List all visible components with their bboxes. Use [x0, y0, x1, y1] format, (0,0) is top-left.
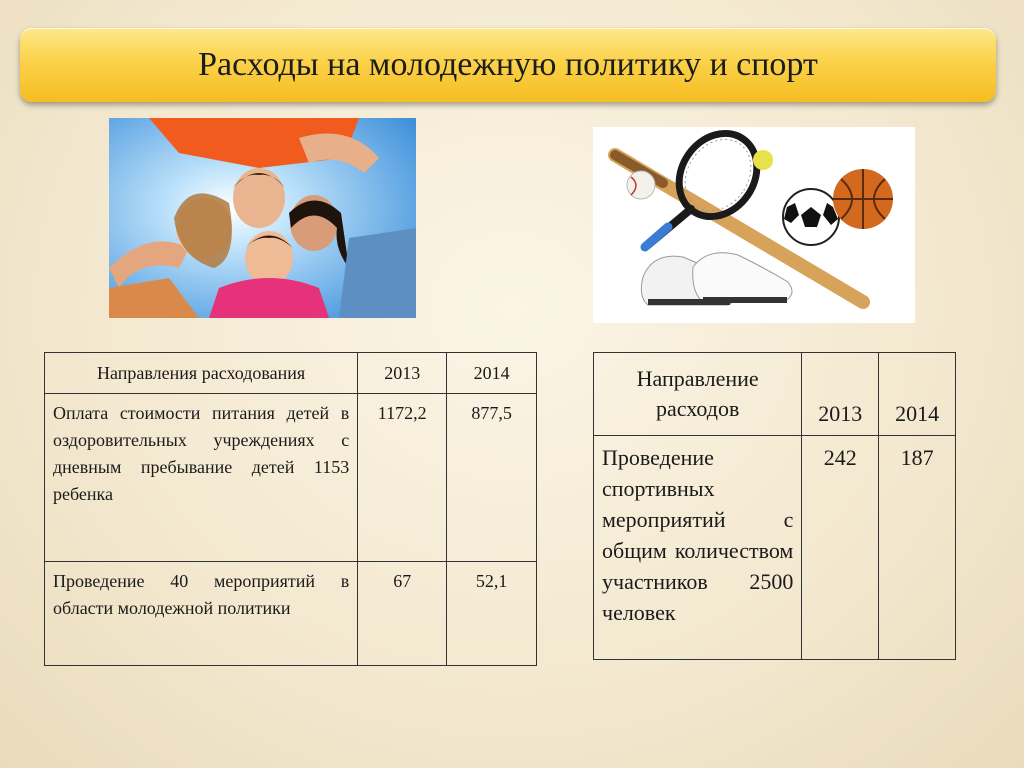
- slide-title: Расходы на молодежную политику и спорт: [198, 46, 818, 83]
- row-label: Оплата стоимости питания детей в оздоровительных учреждениях с дневным пребывание детей 1153 ребенка: [45, 394, 358, 562]
- sports-equipment-image: [593, 127, 915, 323]
- youth-group-photo: [109, 118, 416, 318]
- header-2014: 2014: [879, 353, 956, 436]
- header-direction: Направление расходов: [594, 353, 802, 436]
- value-2014: 877,5: [447, 394, 537, 562]
- row-label: Проведение 40 мероприятий в области молодежной политики: [45, 562, 358, 666]
- table-header-row: [45, 353, 537, 394]
- table-row: [45, 562, 537, 666]
- table-header-row: [594, 353, 956, 436]
- header-2013: 2013: [358, 353, 447, 394]
- value-2014: 187: [879, 436, 956, 660]
- title-banner: [20, 28, 996, 102]
- row-label: Проведение спортивных мероприятий с общим количеством участников 2500 человек: [594, 436, 802, 660]
- youth-policy-table: [44, 352, 537, 666]
- youth-group-image: [109, 118, 416, 318]
- value-2014: 52,1: [447, 562, 537, 666]
- value-2013: 67: [358, 562, 447, 666]
- value-2013: 1172,2: [358, 394, 447, 562]
- table-row: [594, 436, 956, 660]
- header-2013: 2013: [802, 353, 879, 436]
- table-row: [45, 394, 537, 562]
- header-directions: Направления расходования: [45, 353, 358, 394]
- header-2014: 2014: [447, 353, 537, 394]
- sports-equipment-photo: [593, 127, 915, 323]
- sport-expenses-table: [593, 352, 956, 660]
- value-2013: 242: [802, 436, 879, 660]
